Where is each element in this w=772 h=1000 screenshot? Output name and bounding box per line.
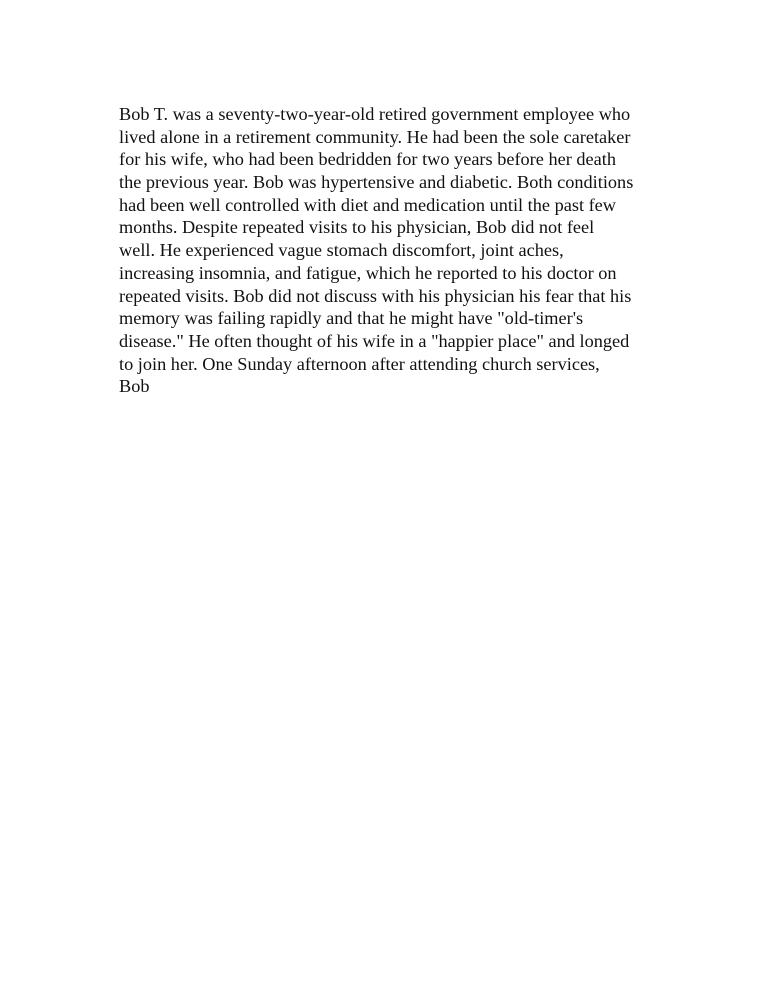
paragraph-line: to join her. One Sunday afternoon after attending church services, [119,353,600,374]
paragraph-line: months. Despite repeated visits to his physician, Bob did not feel [119,217,595,238]
paragraph-line: increasing insomnia, and fatigue, which he reported to his doctor on [119,262,617,283]
paragraph-line: had been well controlled with diet and medication until the past few [119,194,617,215]
paragraph-line: well. He experienced vague stomach discomfort, joint aches, [119,240,564,261]
paragraph-line: disease." He often thought of his wife in a "happier place" and longed [119,330,630,351]
paragraph-line: lived alone in a retirement community. He had been the sole caretaker [119,126,631,147]
paragraph-line: Bob [119,376,150,397]
body-paragraph [119,103,679,398]
paragraph-line: repeated visits. Bob did not discuss with his physician his fear that his [119,285,632,306]
paragraph-line: memory was failing rapidly and that he might have "old-timer's [119,308,584,329]
paragraph-line: the previous year. Bob was hypertensive and diabetic. Both conditions [119,172,634,193]
paragraph-line: Bob T. was a seventy-two-year-old retired government employee who [119,104,631,124]
paragraph-line: for his wife, who had been bedridden for two years before her death [119,149,616,170]
